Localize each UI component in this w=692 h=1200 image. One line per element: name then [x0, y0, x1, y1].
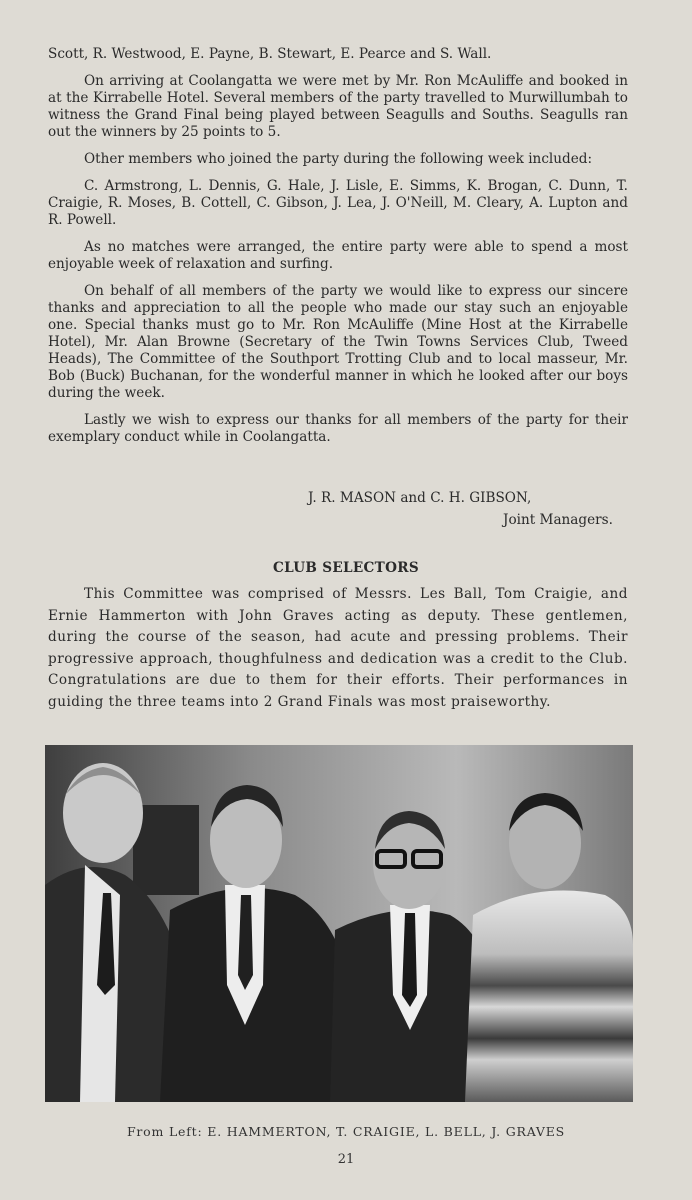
group-photo-illustration: [45, 745, 633, 1102]
signature-title: Joint Managers.: [503, 512, 613, 528]
paragraph-relaxation: As no matches were arranged, the entire party were able to spend a most enjoyable week of relaxation and surfing.: [48, 239, 628, 272]
paragraph-arrival: On arriving at Coolangatta we were met by Mr. Ron McAuliffe and booked in at the Kirrabelle Hotel. Several members of the party travelled to Murwillumbah to witness the Grand Final being played between Seagulls and Souths. Seagulls ran out the winners by 25 points to 5.: [48, 73, 628, 140]
selectors-paragraph: This Committee was comprised of Messrs. Les Ball, Tom Craigie, and Ernie Hammerton with John Graves acting as deputy. These gentlemen, during the course of the season, had acute and pressing problems. Their progressive approach, thoughfulness and dedication was a credit to the Club. Congratulations are due to them for their efforts. Their performances in guiding the three teams into 2 Grand Finals was most praiseworthy.: [48, 586, 628, 710]
paragraph-party-list: Scott, R. Westwood, E. Payne, B. Stewart, E. Pearce and S. Wall.: [48, 46, 492, 62]
page-number: 21: [337, 1152, 355, 1167]
paragraph-other-members: Other members who joined the party during the following week included:: [84, 151, 593, 167]
signature-names: J. R. MASON and C. H. GIBSON,: [308, 490, 532, 506]
section-heading: CLUB SELECTORS: [273, 560, 419, 576]
paragraph-conduct: Lastly we wish to express our thanks for all members of the party for their exemplary conduct while in Coolangatta.: [48, 412, 628, 445]
paragraph-thanks: On behalf of all members of the party we would like to express our sincere thanks and appreciation to all the people who made our stay such an enjoyable one. Special thanks must go to Mr. Ron McAuliffe (Mine Host at the Kirrabelle Hotel), Mr. Alan Browne (Secretary of the Twin Towns Services Club, Tweed Heads), The Committee of the Southport Trotting Club and to local masseur, Mr. Bob (Buck) Buchanan, for the wonderful manner in which he looked after our boys during the week.: [48, 283, 628, 401]
group-photo: [45, 745, 633, 1102]
report-section: [48, 46, 628, 446]
selectors-section: [48, 584, 628, 713]
paragraph-member-names: C. Armstrong, L. Dennis, G. Hale, J. Lisle, E. Simms, K. Brogan, C. Dunn, T. Craigie, R. Moses, B. Cottell, C. Gibson, J. Lea, J. O'Neill, M. Cleary, A. Lupton and R. Powell.: [48, 178, 628, 228]
photo-caption: From Left: E. HAMMERTON, T. CRAIGIE, L. BELL, J. GRAVES: [126, 1124, 566, 1139]
